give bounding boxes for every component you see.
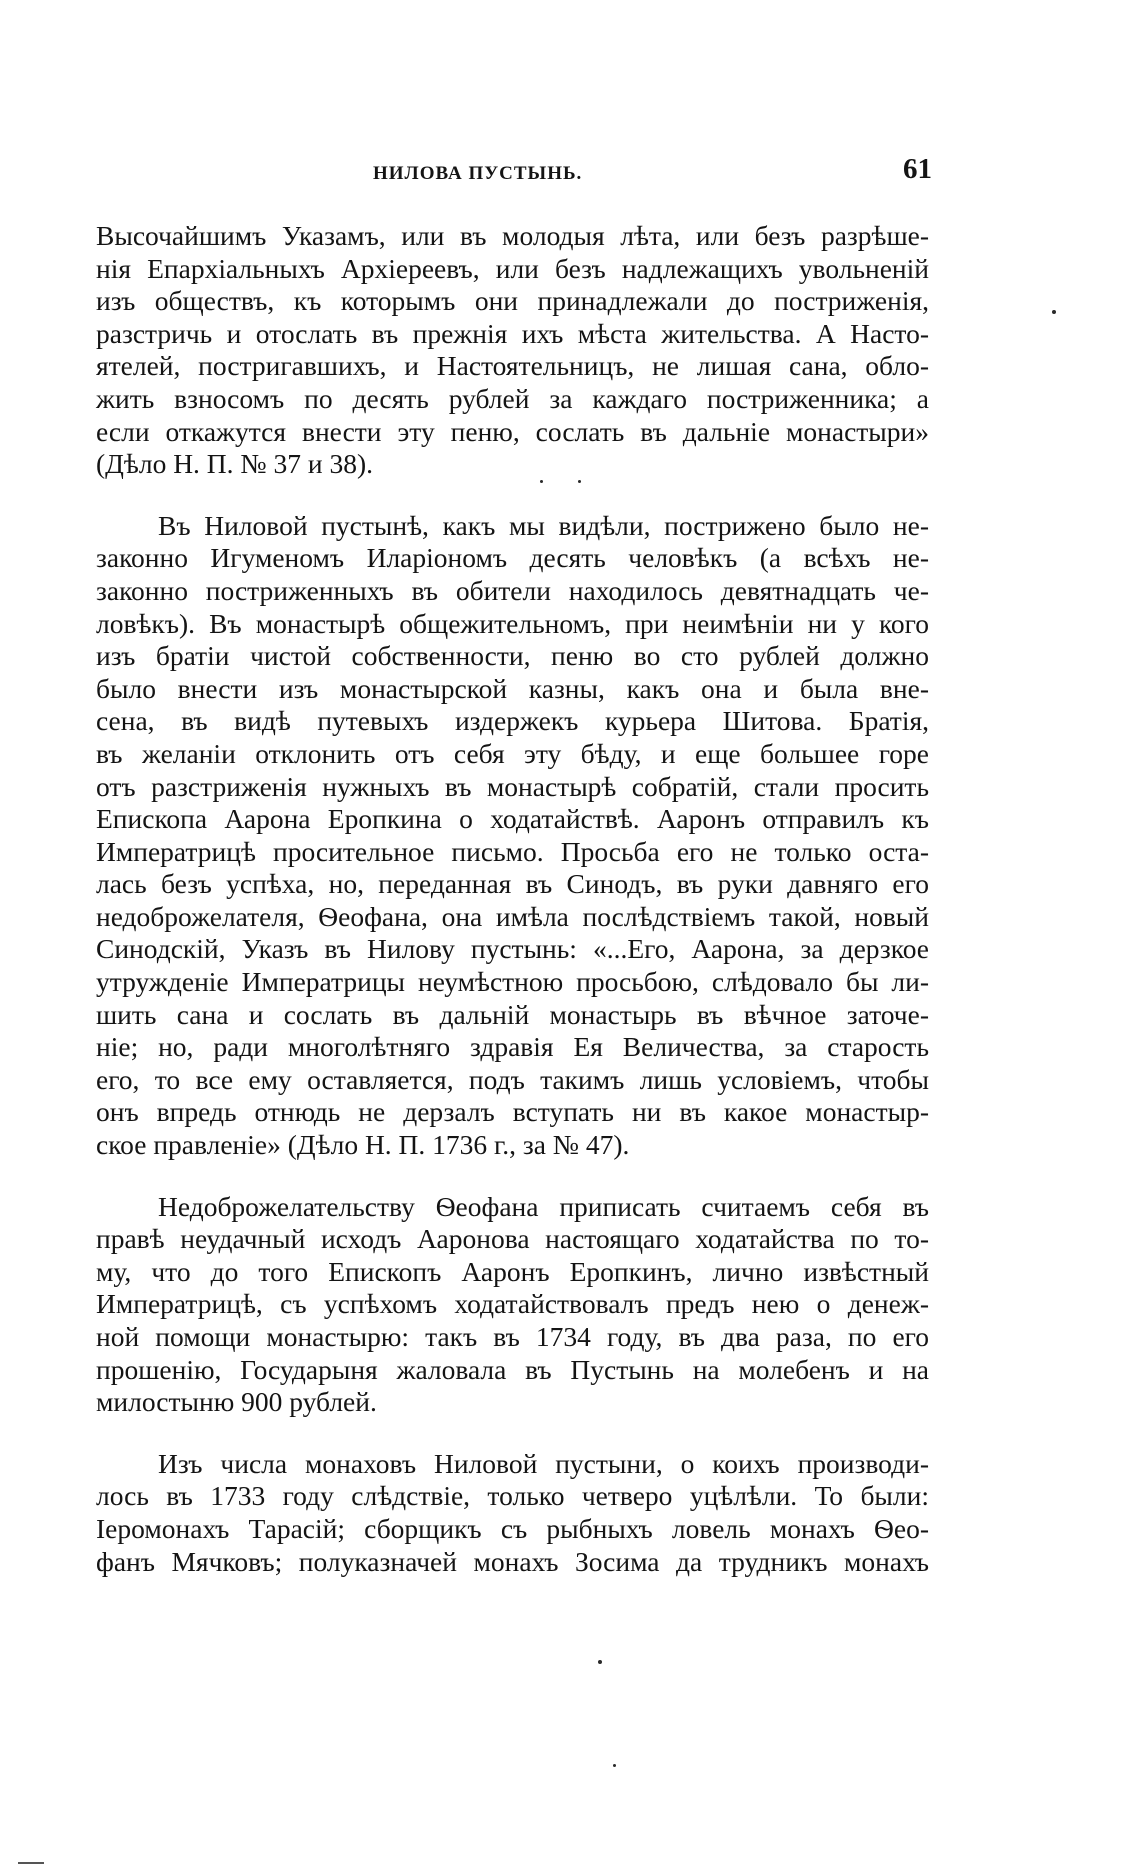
text-line: Императрицѣ просительное письмо. Просьба его не только оста- <box>96 835 929 867</box>
scan-speck <box>578 480 581 483</box>
text-line: въ желаніи отклонить отъ себя эту бѣду, и еще большее горе <box>96 737 929 769</box>
page-number: 61 <box>903 153 932 185</box>
text-line: законно Игуменомъ Иларіономъ десять человѣкъ (а всѣхъ не- <box>96 542 929 574</box>
text-line: Іеромонахъ Тарасій; сборщикъ съ рыбныхъ ловель монахъ Ѳео- <box>96 1512 929 1544</box>
text-line: Императрицѣ, съ успѣхомъ ходатайствовалъ предъ нею о денеж- <box>96 1288 929 1320</box>
text-line: шить сана и сослать въ дальній монастырь въ вѣчное заточе- <box>96 998 929 1030</box>
text-line: Недоброжелательству Ѳеофана приписать считаемъ себя въ <box>158 1190 929 1222</box>
text-line: лось въ 1733 году слѣдствіе, только четверо уцѣлѣли. То были: <box>96 1480 929 1512</box>
text-line: утружденіе Императрицы неумѣстною просьбою, слѣдовало бы ли- <box>96 966 929 998</box>
text-line: ной помощи монастырю: такъ въ 1734 году, въ два раза, по его <box>96 1321 929 1352</box>
text-line: Синодскій, Указъ въ Нилову пустынь: «...Его, Аарона, за дерзкое <box>96 933 929 965</box>
text-line: ятелей, постригавшихъ, и Настоятельницъ, не лишая сана, обло- <box>96 350 929 382</box>
text-line: Въ Ниловой пустынѣ, какъ мы видѣли, пострижено было не- <box>158 509 929 541</box>
text-line: изъ обществъ, къ которымъ они принадлежали до постриженія, <box>96 285 929 317</box>
body-text <box>96 220 929 1578</box>
scan-edge-mark <box>18 1862 44 1864</box>
text-line: лась безъ успѣха, но, переданная въ Синодъ, въ руки давняго его <box>96 868 929 900</box>
text-line: жить взносомъ по десять рублей за каждаго постриженника; а <box>96 382 929 414</box>
paragraph-1 <box>96 220 929 481</box>
text-line: сена, въ видѣ путевыхъ издержекъ курьера Шитова. Братія, <box>96 705 929 737</box>
text-line: нія Епархіальныхъ Архіереевъ, или безъ надлежащихъ увольненій <box>96 252 929 284</box>
text-line: законно постриженныхъ въ обители находилось девятнадцать че- <box>96 574 929 606</box>
text-line: изъ братіи чистой собственности, пеню во сто рублей должно <box>96 640 929 672</box>
text-line: Высочайшимъ Указамъ, или въ молодыя лѣта, или безъ разрѣше- <box>96 220 929 251</box>
text-line: онъ впредь отнюдь не дерзалъ вступать ни въ какое монастыр- <box>96 1096 929 1128</box>
paragraph-3 <box>96 1191 929 1419</box>
scan-speck <box>540 480 543 483</box>
text-line: если откажутся внести эту пеню, сослать въ дальніе монастыри» <box>96 415 929 447</box>
text-line: (Дѣло Н. П. № 37 и 38). <box>96 448 374 480</box>
text-line: разстричь и отослать въ прежнія ихъ мѣста жительства. А Насто- <box>96 317 929 349</box>
paragraph-2 <box>96 510 929 1162</box>
text-line: ское правленіе» (Дѣло Н. П. 1736 г., за № 47). <box>96 1129 630 1161</box>
text-line: отъ разстриженія нужныхъ въ монастырѣ собратій, стали просить <box>96 770 929 802</box>
text-line: ніе; но, ради многолѣтняго здравія Ея Величества, за старость <box>96 1031 929 1063</box>
text-line: Изъ числа монаховъ Ниловой пустыни, о коихъ производи- <box>158 1447 929 1479</box>
text-line: му, что до того Епископъ Ааронъ Еропкинъ, лично извѣстный <box>96 1255 929 1287</box>
scan-speck <box>598 1660 602 1664</box>
text-line: ловѣкъ). Въ монастырѣ общежительномъ, при неимѣніи ни у кого <box>96 607 929 639</box>
running-title: НИЛОВА ПУСТЫНЬ. <box>373 163 583 184</box>
text-line: Епископа Аарона Еропкина о ходатайствѣ. Ааронъ отправилъ къ <box>96 803 929 835</box>
scan-speck <box>613 1764 616 1767</box>
text-line: милостыню 900 рублей. <box>96 1386 377 1418</box>
scan-speck <box>1052 310 1056 314</box>
text-line: было внести изъ монастырской казны, какъ она и была вне- <box>96 672 929 704</box>
text-line: правѣ неудачный исходъ Ааронова настоящаго ходатайства по то- <box>96 1223 929 1255</box>
text-line: недоброжелателя, Ѳеофана, она имѣла послѣдствіемъ такой, новый <box>96 900 929 932</box>
text-line: фанъ Мячковъ; полуказначей монахъ Зосима да трудникъ монахъ <box>96 1545 929 1577</box>
text-line: прошенію, Государыня жаловала въ Пустынь на молебенъ и на <box>96 1353 929 1385</box>
text-line: его, то все ему оставляется, подъ такимъ лишь условіемъ, чтобы <box>96 1063 929 1095</box>
paragraph-4 <box>96 1448 929 1578</box>
